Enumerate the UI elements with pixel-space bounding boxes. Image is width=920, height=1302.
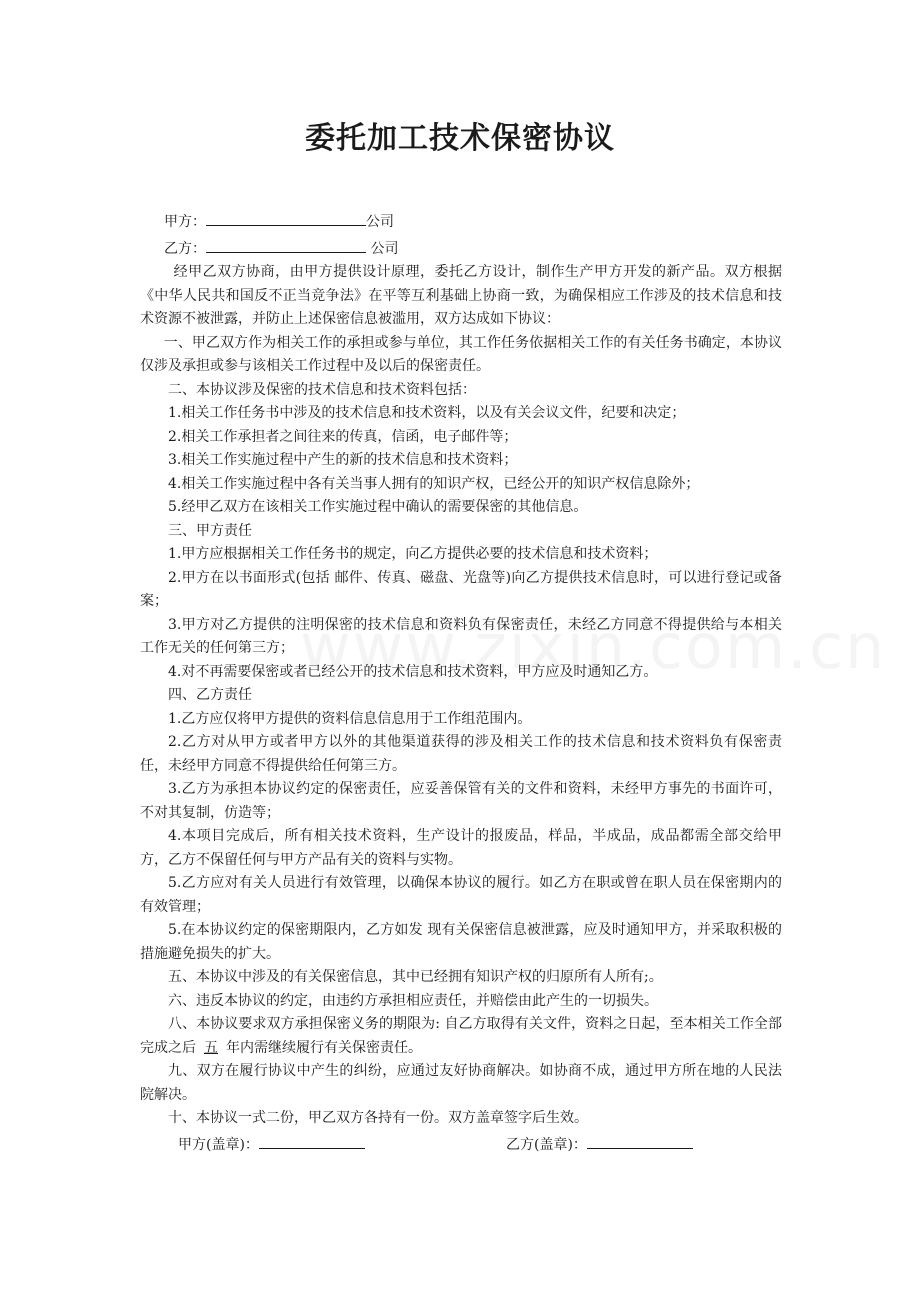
party-a-blank — [206, 208, 366, 226]
clause-4-heading: 四、乙方责任 — [168, 687, 252, 703]
clause-3-item-3: 3.甲方对乙方提供的注明保密的技术信息和资料负有保密责任，未经乙方同意不得提供给与本相关工作无关的任何第三方； — [140, 616, 782, 656]
clause-1: 一、甲乙双方作为相关工作的承担或参与单位，其工作任务依据相关工作的有关任务书确定，本协议仅涉及承担或参与该相关工作过程中及以后的保密责任。 — [140, 334, 782, 374]
clause-2-heading: 二、本协议涉及保密的技术信息和技术资料包括： — [168, 381, 476, 398]
clause-2-item-1: 1.相关工作任务书中涉及的技术信息和技术资料，以及有关会议文件，纪要和决定； — [168, 405, 686, 421]
clause-4-item-4: 4.本项目完成后，所有相关技术资料，生产设计的报废品，样品，半成品，成品都需全部交给甲方，乙方不保留任何与甲方产品有关的资料与实物。 — [140, 828, 782, 868]
party-a-seal-label: 甲方(盖章)： — [178, 1136, 259, 1153]
party-b-seal-label: 乙方(盖章)： — [506, 1136, 587, 1153]
signature-row — [140, 1131, 782, 1155]
party-a-line — [140, 208, 782, 235]
party-b-suffix: 公司 — [366, 240, 399, 257]
clause-4-item-2: 2.乙方对从甲方或者甲方以外的其他渠道获得的涉及相关工作的技术信息和技术资料负有保密责任，未经甲方同意不得提供给任何第三方。 — [140, 734, 782, 774]
document-title: 委托加工技术保密协议 — [305, 121, 615, 156]
clause-8-after: 年内需继续履行有关保密责任。 — [226, 1039, 422, 1056]
party-b-label: 乙方： — [164, 240, 206, 257]
clause-5: 五、本协议中涉及的有关保密信息，其中已经拥有知识产权的归原所有人所有;。 — [168, 969, 663, 985]
clause-4-item-1: 1.乙方应仅将甲方提供的资料信息信息用于工作组范围内。 — [168, 710, 532, 727]
clause-8-before: 八、本协议要求双方承担保密义务的期限为: 自乙方取得有关文件，资料之日起，至本相关工作全部完成之后 — [140, 1016, 782, 1056]
party-b-line — [140, 235, 782, 262]
clause-2-item-5: 5.经甲乙双方在该相关工作实施过程中确认的需要保密的其他信息。 — [168, 499, 588, 515]
clause-9: 九、双方在履行协议中产生的纠纷，应通过友好协商解决。如协商不成，通过甲方所在地的人民法院解决。 — [140, 1063, 782, 1103]
clause-4-item-5: 5.乙方应对有关人员进行有效管理，以确保本协议的履行。如乙方在职或曾在职人员在保密期内的有效管理； — [140, 875, 782, 915]
party-b-blank — [206, 235, 366, 253]
party-b-signature — [506, 1131, 693, 1158]
party-a-signature-blank — [259, 1131, 365, 1149]
clause-3-heading: 三、甲方责任 — [168, 522, 252, 539]
clause-6: 六、违反本协议的约定，由违约方承担相应责任，并赔偿由此产生的一切损失。 — [168, 992, 658, 1009]
clause-8 — [140, 1013, 782, 1060]
party-a-label: 甲方： — [164, 214, 206, 230]
party-b-signature-blank — [587, 1131, 693, 1149]
clause-3-item-1: 1.甲方应根据相关工作任务书的规定，向乙方提供必要的技术信息和技术资料； — [168, 546, 658, 562]
intro-paragraph: 经甲乙双方协商，由甲方提供设计原理，委托乙方设计，制作生产甲方开发的新产品。双方根据《中华人民共和国反不正当竞争法》在平等互利基础上协商一致，为确保相应工作涉及的技术信息和技术资源不被泄露，并防止上述保密信息被滥用，双方达成如下协议： — [140, 264, 782, 327]
clause-10: 十、本协议一式二份，甲乙双方各持有一份。双方盖章签字后生效。 — [168, 1110, 588, 1126]
clause-2-item-4: 4.相关工作实施过程中各有关当事人拥有的知识产权，已经公开的知识产权信息除外； — [168, 475, 700, 492]
clause-8-years: 五 — [204, 1039, 218, 1056]
party-a-signature — [178, 1131, 365, 1158]
clause-2-item-2: 2.相关工作承担者之间往来的传真，信函，电子邮件等； — [168, 428, 518, 445]
clause-3-item-2: 2.甲方在以书面形式(包括 邮件、传真、磁盘、光盘等)向乙方提供技术信息时，可以进行登记或备案； — [140, 569, 782, 609]
document-body — [140, 208, 782, 1154]
clause-4-item-5b: 5.在本协议约定的保密期限内，乙方如发 现有关保密信息被泄露，应及时通知甲方，并采取积极的措施避免损失的扩大。 — [140, 922, 782, 962]
clause-2-item-3: 3.相关工作实施过程中产生的新的技术信息和技术资料； — [168, 452, 518, 468]
party-a-suffix: 公司 — [366, 214, 394, 230]
clause-4-item-3: 3.乙方为承担本协议约定的保密责任，应妥善保管有关的文件和资料，未经甲方事先的书面许可，不对其复制，仿造等； — [140, 781, 782, 821]
clause-3-item-4: 4.对不再需要保密或者已经公开的技术信息和技术资料，甲方应及时通知乙方。 — [168, 663, 658, 680]
